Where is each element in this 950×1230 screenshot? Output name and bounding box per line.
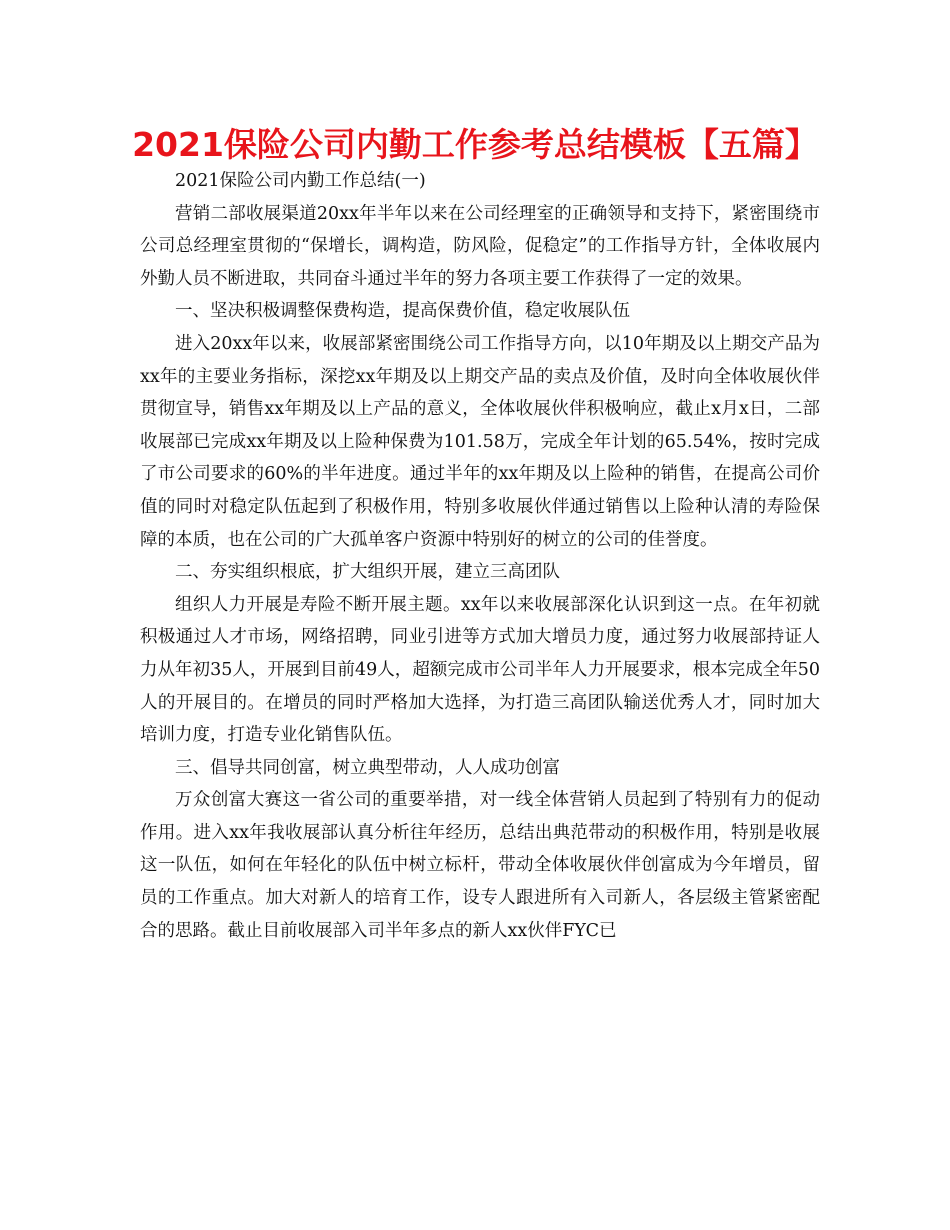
- section-heading: 2021保险公司内勤工作总结(一): [175, 171, 426, 191]
- paragraph: 组织人力开展是寿险不断开展主题。xx年以来收展部深化认识到这一点。在年初就积极通过人才市场，网络招聘，同业引进等方式加大增员力度，通过努力收展部持证人力从年初35人，开展到目前49人，超额完成市公司半年人力开展要求，根本完成全年50人的开展目的。在增员的同时严格加大选择，为打造三高团队输送优秀人才，同时加大培训力度，打造专业化销售队伍。: [140, 594, 820, 746]
- document-body: [140, 165, 820, 947]
- section-heading: 二、夯实组织根底，扩大组织开展，建立三高团队: [175, 562, 560, 583]
- document-title: 2021保险公司内勤工作参考总结模板【五篇】: [132, 125, 818, 164]
- section-heading: 三、倡导共同创富，树立典型带动，人人成功创富: [175, 757, 560, 778]
- section-heading: 一、坚决积极调整保费构造，提高保费价值，稳定收展队伍: [175, 301, 630, 322]
- paragraph: 万众创富大赛这一省公司的重要举措，对一线全体营销人员起到了特别有力的促动作用。进入xx年我收展部认真分析往年经历，总结出典范带动的积极作用，特别是收展这一队伍，如何在年轻化的队伍中树立标杆，带动全体收展伙伴创富成为今年增员，留员的工作重点。加大对新人的培育工作，设专人跟进所有入司新人，各层级主管紧密配合的思路。截止目前收展部入司半年多点的新人xx伙伴FYC已: [140, 790, 820, 941]
- paragraph: 营销二部收展渠道20xx年半年以来在公司经理室的正确领导和支持下，紧密围绕市公司总经理室贯彻的“保增长，调构造，防风险，促稳定”的工作指导方针，全体收展内外勤人员不断进取，共同奋斗通过半年的努力各项主要工作获得了一定的效果。: [140, 203, 820, 289]
- paragraph: 进入20xx年以来，收展部紧密围绕公司工作指导方向，以10年期及以上期交产品为xx年的主要业务指标，深挖xx年期及以上期交产品的卖点及价值，及时向全体收展伙伴贯彻宣导，销售xx年期及以上产品的意义，全体收展伙伴积极响应，截止x月x日，二部收展部已完成xx年期及以上险种保费为101.58万，完成全年计划的65.54%，按时完成了市公司要求的60%的半年进度。通过半年的xx年期及以上险种的销售，在提高公司价值的同时对稳定队伍起到了积极作用，特别多收展伙伴通过销售以上险种认清的寿险保障的本质，也在公司的广大孤单客户资源中特别好的树立的公司的佳誉度。: [140, 333, 820, 550]
